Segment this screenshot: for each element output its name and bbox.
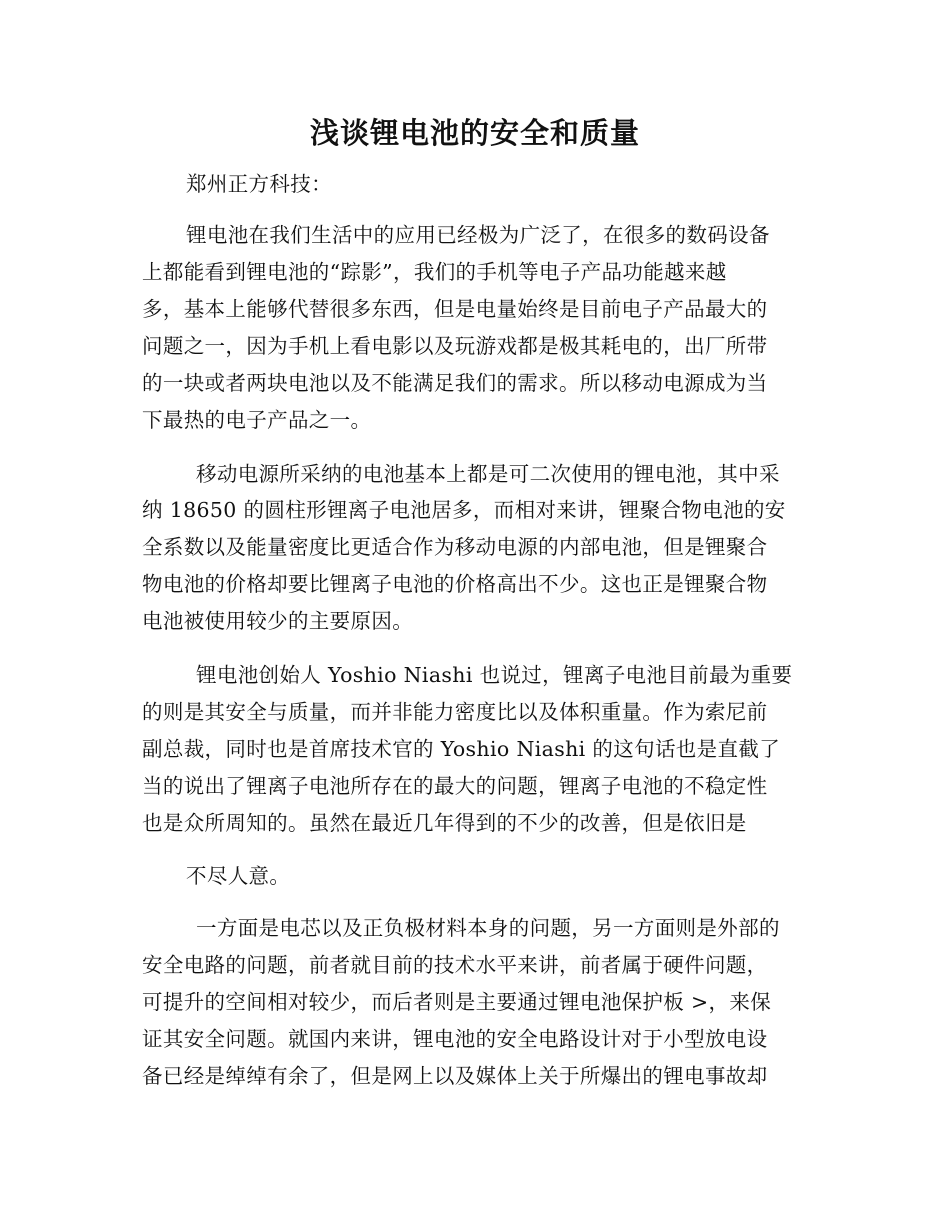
text-line: 的一块或者两块电池以及不能满足我们的需求。所以移动电源成为当: [142, 371, 768, 395]
text-line: 物电池的价格却要比锂离子电池的价格高出不少。这也正是锂聚合物: [142, 572, 768, 596]
text-line: 也是众所周知的。虽然在最近几年得到的不少的改善，但是依旧是: [142, 811, 747, 835]
text-line: 副总裁，同时也是首席技术官的 Yoshio Niashi 的这句话也是直截了: [142, 737, 781, 761]
text-line: 全系数以及能量密度比更适合作为移动电源的内部电池，但是锂聚合: [142, 535, 768, 559]
text-line: 不尽人意。: [186, 864, 291, 888]
text-line: 下最热的电子产品之一。: [142, 408, 372, 432]
salutation: 郑州正方科技：: [186, 172, 332, 196]
text-line: 多，基本上能够代替很多东西，但是电量始终是目前电子产品最大的: [142, 297, 768, 321]
text-line: 锂电池创始人 Yoshio Niashi 也说过，锂离子电池目前最为重要: [196, 663, 793, 687]
text-line: 证其安全问题。就国内来讲，锂电池的安全电路设计对于小型放电设: [142, 1027, 768, 1051]
document-title: 浅谈锂电池的安全和质量: [309, 116, 640, 150]
text-line: 移动电源所采纳的电池基本上都是可二次使用的锂电池，其中采: [196, 462, 780, 486]
text-line: 当的说出了锂离子电池所存在的最大的问题，锂离子电池的不稳定性: [142, 774, 768, 798]
text-line: 的则是其安全与质量，而并非能力密度比以及体积重量。作为索尼前: [142, 700, 768, 724]
text-line: 纳 18650 的圆柱形锂离子电池居多，而相对来讲，锂聚合物电池的安: [142, 498, 786, 522]
text-line: 电池被使用较少的主要原因。: [142, 609, 414, 633]
text-line: 可提升的空间相对较少，而后者则是主要通过锂电池保护板 >，来保: [142, 990, 772, 1014]
text-line: 一方面是电芯以及正负极材料本身的问题，另一方面则是外部的: [196, 916, 780, 940]
text-line: 上都能看到锂电池的“踪影”，我们的手机等电子产品功能越来越: [142, 260, 727, 284]
text-line: 备已经是绰绰有余了，但是网上以及媒体上关于所爆出的锂电事故却: [142, 1064, 768, 1088]
text-line: 锂电池在我们生活中的应用已经极为广泛了，在很多的数码设备: [186, 223, 770, 247]
text-line: 问题之一，因为手机上看电影以及玩游戏都是极其耗电的，出厂所带: [142, 334, 768, 358]
text-line: 安全电路的问题，前者就目前的技术水平来讲，前者属于硬件问题，: [142, 953, 768, 977]
